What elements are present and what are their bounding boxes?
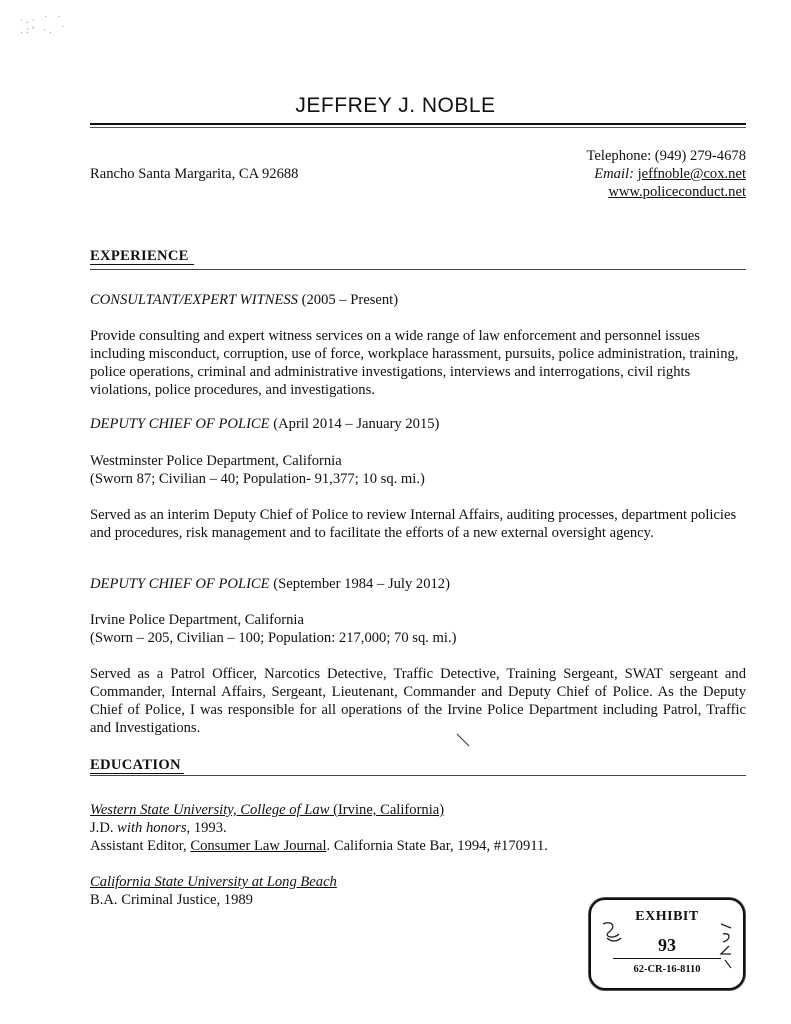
journal-name: Consumer Law Journal <box>190 838 327 854</box>
school-line <box>90 801 746 819</box>
handwritten-date-mark <box>715 920 737 972</box>
degree-line <box>90 819 746 837</box>
experience-heading: EXPERIENCE <box>90 248 189 264</box>
school-line <box>90 873 746 891</box>
extra-line <box>90 837 746 855</box>
extra-prefix: Assistant Editor, <box>90 838 191 854</box>
degree-suffix: , 1993. <box>186 820 227 836</box>
website-line <box>587 183 746 201</box>
school-name: California State University at Long Beach <box>90 874 337 890</box>
job-description: Served as an interim Deputy Chief of Police to review Internal Affairs, auditing processes, department policies and procedures, risk management and to facilitate the efforts of a new external oversight agency. <box>90 507 737 541</box>
header-rule-thin <box>90 127 746 128</box>
telephone: Telephone: (949) 279-4678 <box>586 148 746 164</box>
email-line <box>587 165 746 183</box>
email-link[interactable]: jeffnoble@cox.net <box>637 166 746 182</box>
job-dates: (2005 – Present) <box>297 292 399 308</box>
job-title: CONSULTANT/EXPERT WITNESS <box>90 292 298 308</box>
exhibit-number: 93 <box>658 935 676 955</box>
pen-stroke-mark <box>456 733 472 749</box>
job-title-line <box>90 415 746 433</box>
education-section-rule <box>90 775 746 776</box>
education-heading-underline <box>90 773 184 774</box>
school-location: (Irvine, California) <box>329 802 445 818</box>
education-heading: EDUCATION <box>90 757 181 773</box>
degree-honors: with honors <box>117 820 187 836</box>
school-name: Western State University, College of Law <box>90 802 330 818</box>
job-dates: (April 2014 – January 2015) <box>269 416 440 432</box>
job-title-line <box>90 575 746 593</box>
extra-suffix: . California State Bar, 1994, #170911. <box>326 838 548 854</box>
resume-name: JEFFREY J. NOBLE <box>295 94 496 117</box>
job-dates: (September 1984 – July 2012) <box>269 576 450 592</box>
experience-section-rule <box>90 269 746 270</box>
header-rule-thick <box>90 123 746 125</box>
email-label: Email: <box>594 166 634 182</box>
website-link[interactable]: www.policeconduct.net <box>608 184 746 200</box>
job-description: Served as a Patrol Officer, Narcotics Detective, Traffic Detective, Training Sergeant, SWAT sergeant and Commander, Internal Affairs, Sergeant, Lieutenant, Commander and Deputy Chief of Police. As the Deputy Chief of Police, I was responsible for all operations of the Irvine Police Department including Patrol, Traffic and Investigations. <box>90 666 746 736</box>
contact-block <box>587 147 746 201</box>
location: Rancho Santa Margarita, CA 92688 <box>90 166 299 182</box>
degree-line: B.A. Criminal Justice, 1989 <box>90 892 253 908</box>
job-stats: (Sworn – 205, Civilian – 100; Population: 217,000; 70 sq. mi.) <box>90 630 457 646</box>
exhibit-stamp <box>589 898 745 990</box>
exhibit-number-line <box>613 958 721 959</box>
job-description: Provide consulting and expert witness services on a wide range of law enforcement and personnel issues including misconduct, corruption, use of force, workplace harassment, pursuits, police administration, training, police operations, criminal and administrative investigations, interviews and interrogations, civil rights violations, police procedures, and investigations. <box>90 328 739 398</box>
degree-prefix: J.D. <box>90 820 118 836</box>
job-title: DEPUTY CHIEF OF POLICE <box>90 576 270 592</box>
job-stats: (Sworn 87; Civilian – 40; Population- 91,377; 10 sq. mi.) <box>90 471 425 487</box>
job-department: Westminster Police Department, California <box>90 453 342 469</box>
exhibit-title: EXHIBIT <box>635 909 699 924</box>
experience-heading-underline <box>90 264 194 265</box>
job-title-line <box>90 291 746 309</box>
exhibit-case-number: 62-CR-16-8110 <box>633 964 701 975</box>
scan-artifact-marks: ·.· ˙ ˙ .:' ·. ˙ <box>20 16 69 36</box>
job-department: Irvine Police Department, California <box>90 612 304 628</box>
job-title: DEPUTY CHIEF OF POLICE <box>90 416 270 432</box>
